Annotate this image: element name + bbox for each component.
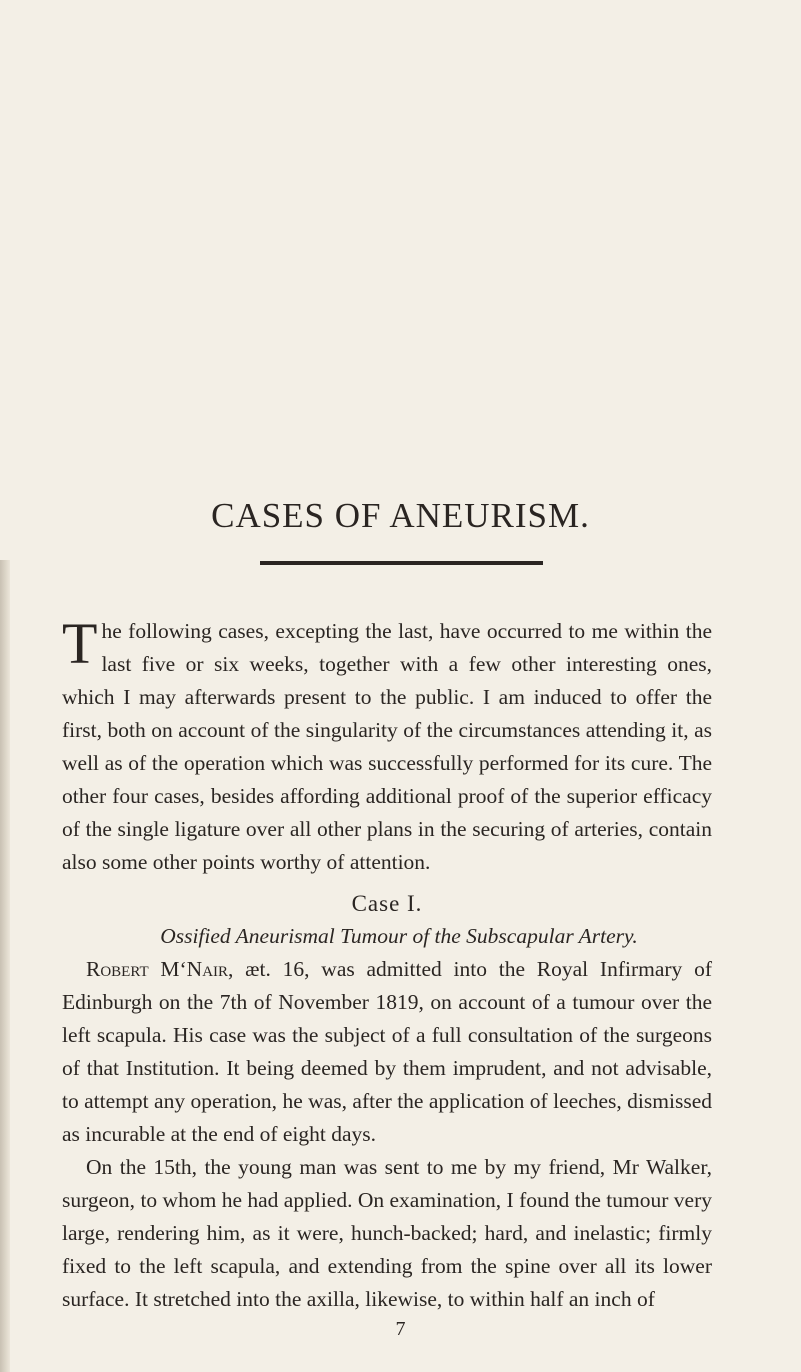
patient-name: Robert M‘Nair, bbox=[86, 957, 234, 981]
title-rule bbox=[260, 561, 543, 565]
body-text bbox=[62, 611, 712, 1316]
page-number: 7 bbox=[395, 1318, 406, 1340]
case-subtitle: Ossified Aneurismal Tumour of the Subscapular Artery. bbox=[160, 924, 638, 948]
drop-cap: T bbox=[62, 611, 98, 676]
binding-edge bbox=[0, 560, 10, 1372]
paragraph-examination: On the 15th, the young man was sent to me by my friend, Mr Walker, surgeon, to whom he had applied. On examination, I found the tumour very large, rendering him, as it were, hunch-backed; hard, and inelastic; firmly fixed to the left scapula, and extending from the spine over all its lower surface. It stretched into the axilla, likewise, to within half an inch of bbox=[62, 1155, 712, 1311]
page-title: CASES OF ANEURISM. bbox=[211, 496, 590, 535]
case-heading: Case I. bbox=[351, 891, 423, 916]
paragraph-case-admission bbox=[62, 953, 712, 1151]
paragraph-case-admission-text: æt. 16, was admitted into the Royal Infirmary of Edinburgh on the 7th of November 1819, on account of a tumour over the left scapula. His case was the subject of a full consultation of the surgeons of that Institution. It being deemed by them imprudent, and not advisable, to attempt any operation, he was, after the application of leeches, dismissed as incurable at the end of eight days. bbox=[62, 957, 712, 1146]
paragraph-intro bbox=[62, 611, 712, 879]
paragraph-intro-text: he following cases, excepting the last, have occurred to me within the last five or six weeks, together with a few other interesting ones, which I may afterwards present to the public. I am induced to offer the first, both on account of the singularity of the circumstances attending it, as well as of the operation which was successfully performed for its cure. The other four cases, besides affording additional proof of the superior efficacy of the single ligature over all other plans in the securing of arteries, contain also some other points worthy of attention. bbox=[62, 619, 712, 874]
